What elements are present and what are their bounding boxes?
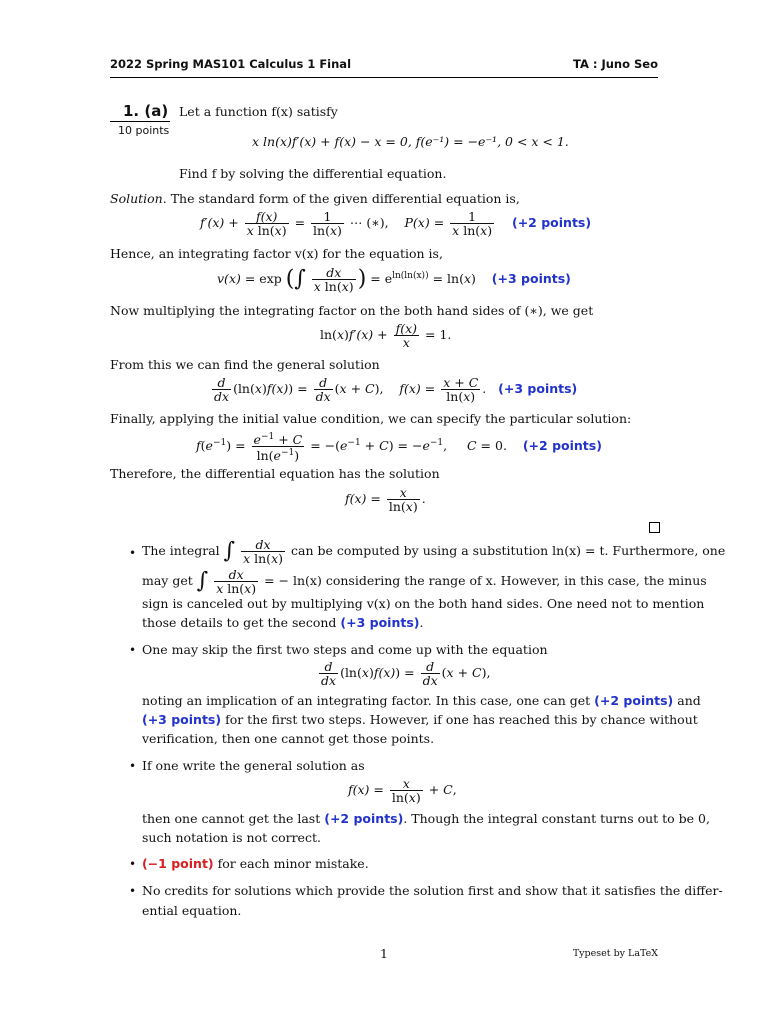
typeset-note: Typeset by LaTeX bbox=[572, 948, 658, 959]
note-2-line-3 bbox=[142, 712, 698, 727]
multiply-text: Now multiplying the integrating factor on the both hand sides of (∗), we get bbox=[110, 303, 594, 318]
multiplied-eq: ln(x)f′(x) + $\frac{f(x)}{x}$ = 1. bbox=[320, 321, 452, 350]
integrating-factor-eq: v(x) = exp (∫ $\frac{dx}{\text{x ln(x)}}$ ) = $e^{ln(ln(x))} = \ln(x)$ (+3 points) bbox=[217, 265, 571, 294]
qed-box bbox=[649, 522, 660, 533]
note-2-text-b: noting an implication of an integrating factor. In this case, one can get bbox=[142, 693, 591, 708]
solution-intro bbox=[110, 191, 520, 206]
therefore-text: Therefore, the differential equation has the solution bbox=[110, 466, 440, 481]
points-badge-6: (+2 points) bbox=[594, 693, 674, 708]
note-1-line-3: sign is canceled out by multiplying v(x) on the both hand sides. One need not to mention bbox=[142, 596, 705, 611]
problem-number: 1. (a) bbox=[123, 102, 169, 120]
solution-label: Solution. bbox=[110, 191, 167, 206]
note-4-line-1 bbox=[142, 856, 369, 871]
note-2-line-2 bbox=[142, 693, 701, 708]
note-3-line-2 bbox=[142, 811, 710, 826]
note-1-text-d: = − ln(x) considering the range of x. However, in this case, the minus bbox=[264, 573, 707, 588]
bullet-4: • bbox=[129, 857, 137, 871]
header-author: TA : Juno Seo bbox=[573, 57, 658, 71]
points-badge-2: (+3 points) bbox=[491, 271, 571, 286]
penalty-badge: (−1 point) bbox=[142, 856, 214, 871]
bullet-2: • bbox=[129, 643, 137, 657]
standard-form-eq: f′(x) + $\frac{f(x)}{\text{x ln(x)}}$ = $\frac{1}{\ln(x)}$ ⋯ (∗), P(x) = $\frac{1}{\text{x ln(x)}}$ (+2 points) bbox=[200, 209, 592, 238]
note-2-line-1: One may skip the first two steps and come up with the equation bbox=[142, 642, 548, 657]
problem-task: Find f by solving the differential equation. bbox=[179, 166, 447, 181]
particular-solution-eq: $f(e^{-1})$ = $\frac{e^{-1} + C}{\ln(e^{-1})}$ = $-(e^{-1} + C) = -e^{-1}$, C = 0. (+2 points) bbox=[196, 432, 602, 464]
note-5-line-2: ential equation. bbox=[142, 903, 242, 918]
note-2-and: and bbox=[677, 693, 701, 708]
page-number: 1 bbox=[380, 946, 388, 961]
points-badge-1: (+2 points) bbox=[511, 215, 592, 230]
problem-equation: x ln(x)f′(x) + f(x) − x = 0, f(e⁻¹) = −e⁻¹, 0 < x < 1. bbox=[252, 134, 569, 149]
solution-intro-text: The standard form of the given differential equation is, bbox=[170, 191, 520, 206]
note-1-text-c: may get bbox=[142, 573, 193, 588]
points-rule bbox=[110, 121, 170, 122]
note-1-text-a: The integral bbox=[142, 543, 220, 558]
finally-text: Finally, applying the initial value condition, we can specify the particular solution: bbox=[110, 411, 632, 426]
points-badge-7: (+3 points) bbox=[142, 712, 222, 727]
note-1-line-4: those details to get the second (+3 points). bbox=[142, 615, 424, 630]
note-2-text-c: for the first two steps. However, if one has reached this by chance without bbox=[225, 712, 698, 727]
from-text: From this we can find the general solution bbox=[110, 357, 380, 372]
points-badge-8: (+2 points) bbox=[324, 811, 404, 826]
note-1-text-b: can be computed by using a substitution ln(x) = t. Furthermore, one bbox=[291, 543, 726, 558]
final-solution-eq: f(x) = $\frac{x}{\ln(x)}$ . bbox=[345, 485, 426, 514]
bullet-3: • bbox=[129, 759, 137, 773]
points-badge-5: (+3 points) bbox=[340, 615, 420, 630]
hence-text: Hence, an integrating factor v(x) for the equation is, bbox=[110, 246, 443, 261]
note-3-text-b: then one cannot get the last bbox=[142, 811, 321, 826]
bullet-1: • bbox=[129, 546, 137, 560]
problem-points: 10 points bbox=[118, 124, 170, 137]
note-1-text-f: those details to get the second bbox=[142, 615, 337, 630]
header-title: 2022 Spring MAS101 Calculus 1 Final bbox=[110, 57, 352, 71]
note-3-text-c: . Though the integral constant turns out to be 0, bbox=[403, 811, 710, 826]
note-2-equation: $\frac{d}{dx}$ (ln(x)f(x)) = $\frac{d}{dx}$ (x + C), bbox=[321, 659, 491, 688]
problem-statement: Let a function f(x) satisfy bbox=[179, 104, 338, 119]
note-4-text: for each minor mistake. bbox=[217, 856, 369, 871]
note-1-line-1: The integral ∫ $\frac{dx}{\text{x ln(x)}}$ can be computed by using a substitution ln(x) = t. Furthermore, one bbox=[142, 537, 726, 566]
header-rule bbox=[110, 77, 658, 78]
note-3-line-3: such notation is not correct. bbox=[142, 830, 321, 845]
note-2-line-4: verification, then one cannot get those points. bbox=[142, 731, 435, 746]
note-3-line-1: If one write the general solution as bbox=[142, 758, 365, 773]
note-1-line-2: may get ∫ $\frac{dx}{\text{x ln(x)}}$ = − ln(x) considering the range of x. However, in this case, the minus bbox=[142, 567, 707, 596]
points-badge-4: (+2 points) bbox=[522, 438, 602, 454]
bullet-5: • bbox=[129, 884, 137, 898]
note-3-equation: f(x) = $\frac{x}{\ln(x)}$ + C, bbox=[348, 776, 457, 805]
note-5-line-1: No credits for solutions which provide the solution first and show that it satisfies the differ- bbox=[142, 883, 723, 898]
general-solution-eq: $\frac{d}{dx}$ (ln(x)f(x)) = $\frac{d}{dx}$ (x + C), f(x) = $\frac{x + C}{\ln(x)}$ . (+3 points) bbox=[214, 375, 578, 404]
points-badge-3: (+3 points) bbox=[498, 381, 578, 396]
